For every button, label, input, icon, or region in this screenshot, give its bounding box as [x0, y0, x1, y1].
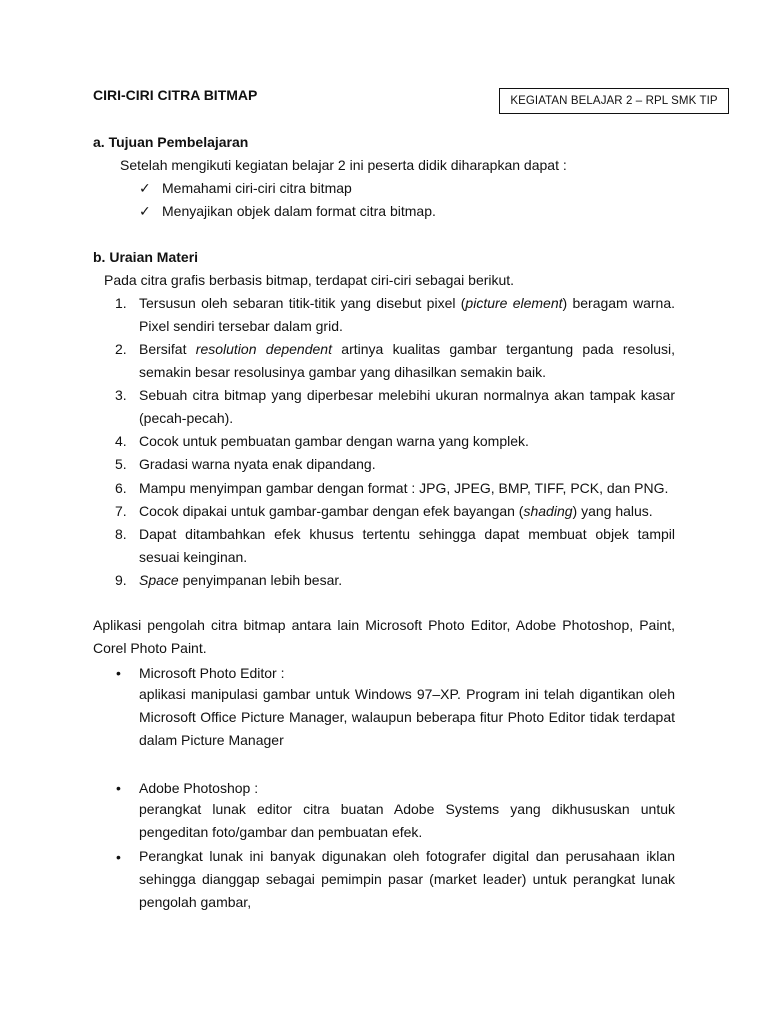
list-item-text: Dapat ditambahkan efek khusus tertentu sehingga dapat membuat objek tampil sesuai keinginan.: [139, 526, 675, 565]
list-item: [139, 569, 675, 592]
list-item-emphasis: shading: [523, 503, 573, 519]
list-item: [139, 292, 675, 338]
check-icon: ✓: [139, 203, 151, 219]
bullet-icon: •: [116, 780, 121, 796]
list-item-text: Mampu menyimpan gambar dengan format : JPG, JPEG, BMP, TIFF, PCK, dan PNG.: [139, 480, 669, 496]
list-item-text: Gradasi warna nyata enak dipandang.: [139, 456, 376, 472]
list-item: [139, 430, 675, 453]
list-item-number: 3.: [115, 387, 127, 403]
section-a-intro: Setelah mengikuti kegiatan belajar 2 ini peserta didik diharapkan dapat :: [120, 157, 567, 173]
list-item-text: Bersifat: [139, 341, 196, 357]
list-item-number: 7.: [115, 503, 127, 519]
objective-item: Memahami ciri-ciri citra bitmap: [162, 180, 352, 196]
activity-badge: KEGIATAN BELAJAR 2 – RPL SMK TIP: [499, 88, 729, 114]
list-item-emphasis: picture element: [465, 295, 563, 311]
list-item: [139, 384, 675, 430]
objective-item: Menyajikan objek dalam format citra bitmap.: [162, 203, 436, 219]
list-item-text: Sebuah citra bitmap yang diperbesar melebihi ukuran normalnya akan tampak kasar (pecah-pecah).: [139, 387, 675, 426]
app-desc-photoshop-usage: Perangkat lunak ini banyak digunakan oleh fotografer digital dan perusahaan iklan sehingga dianggap sebagai pemimpin pasar (market leader) untuk perangkat lunak pengolah gambar,: [139, 848, 675, 910]
app-desc-photo-editor: aplikasi manipulasi gambar untuk Windows 97–XP. Program ini telah digantikan oleh Microsoft Office Picture Manager, walaupun beberapa fitur Photo Editor tidak terdapat dalam Picture Manager: [139, 686, 675, 748]
list-item: [139, 523, 675, 569]
section-b-heading: b. Uraian Materi: [93, 249, 199, 265]
list-item-text: artinya kualitas gambar tergantung pada resolusi, semakin besar resolusinya gambar yang dihasilkan semakin baik.: [139, 341, 676, 380]
app-title-photoshop: Adobe Photoshop :: [139, 780, 259, 796]
list-item-number: 8.: [115, 526, 127, 542]
list-item-number: 2.: [115, 341, 127, 357]
app-title-photo-editor: Microsoft Photo Editor :: [139, 665, 285, 681]
section-b-intro: Pada citra grafis berbasis bitmap, terdapat ciri-ciri sebagai berikut.: [104, 272, 515, 288]
list-item-text: Cocok untuk pembuatan gambar dengan warna yang komplek.: [139, 433, 529, 449]
document-title: CIRI-CIRI CITRA BITMAP: [93, 87, 258, 103]
list-item-number: 9.: [115, 572, 127, 588]
list-item-number: 1.: [115, 295, 127, 311]
list-item: [139, 477, 675, 500]
list-item-number: 5.: [115, 456, 127, 472]
list-item-emphasis: resolution dependent: [195, 341, 332, 357]
list-item-text: Tersusun oleh sebaran titik-titik yang disebut pixel (: [139, 295, 466, 311]
list-item-emphasis: Space: [139, 572, 179, 588]
app-desc-photoshop: perangkat lunak editor citra buatan Adobe Systems yang dikhususkan untuk pengeditan foto/gambar dan pembuatan efek.: [139, 801, 675, 840]
list-item: [139, 338, 675, 384]
bullet-icon: •: [116, 849, 121, 865]
list-item-text: ) beragam warna. Pixel sendiri tersebar dalam grid.: [139, 295, 676, 334]
list-item-text: ) yang halus.: [572, 503, 653, 519]
list-item-number: 6.: [115, 480, 127, 496]
section-a-heading: a. Tujuan Pembelajaran: [93, 134, 249, 150]
check-icon: ✓: [139, 180, 151, 196]
applications-intro: Aplikasi pengolah citra bitmap antara lain Microsoft Photo Editor, Adobe Photoshop, Paint, Corel Photo Paint.: [93, 617, 675, 656]
list-item: [139, 453, 675, 476]
list-item-number: 4.: [115, 433, 127, 449]
bullet-icon: •: [116, 665, 121, 681]
list-item-text: Cocok dipakai untuk gambar-gambar dengan efek bayangan (: [139, 503, 524, 519]
list-item: [139, 500, 675, 523]
list-item-text: penyimpanan lebih besar.: [178, 572, 343, 588]
